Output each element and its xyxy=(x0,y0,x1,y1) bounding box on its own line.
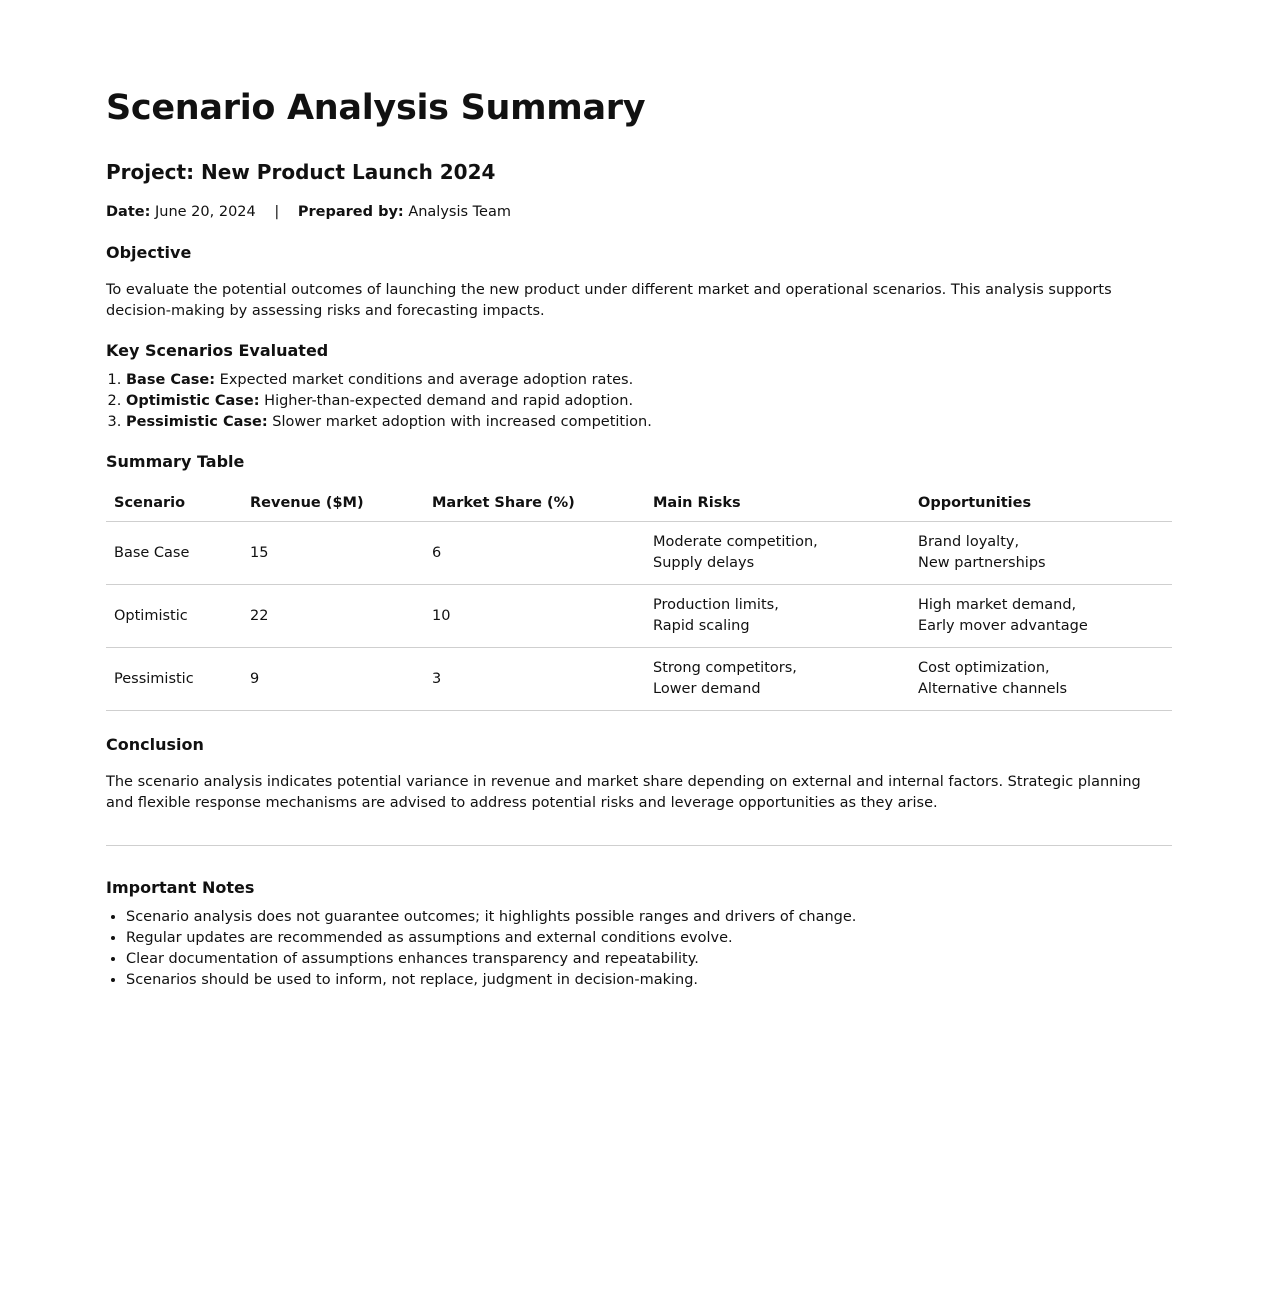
list-item: • Scenario analysis does not guarantee outcomes; it highlights possible ranges and drivers of change. xyxy=(126,907,856,928)
cell-revenue: 22 xyxy=(242,585,424,648)
summary-table-heading: Summary Table xyxy=(106,452,245,471)
date-label: Date: xyxy=(106,204,151,220)
objective-heading: Objective xyxy=(106,243,192,262)
list-item: • Clear documentation of assumptions enhances transparency and repeatability. xyxy=(126,949,856,970)
cell-scenario: Base Case xyxy=(106,522,242,585)
table-row xyxy=(106,585,1172,648)
cell-main-risks xyxy=(645,648,910,711)
column-header-scenario: Scenario xyxy=(106,484,242,522)
cell-opportunities xyxy=(910,585,1172,648)
cell-scenario: Optimistic xyxy=(106,585,242,648)
scenario-desc: Higher-than-expected demand and rapid adoption. xyxy=(264,393,634,409)
scenario-name: Optimistic Case: xyxy=(126,393,260,409)
cell-main-risks xyxy=(645,585,910,648)
summary-table xyxy=(106,484,1172,711)
list-item xyxy=(126,412,652,433)
meta-separator: | xyxy=(274,204,280,220)
cell-market-share: 3 xyxy=(424,648,645,711)
section-divider xyxy=(106,845,1172,846)
project-title: Project: New Product Launch 2024 xyxy=(106,160,496,184)
cell-market-share: 6 xyxy=(424,522,645,585)
opportunity-line: Alternative channels xyxy=(918,681,1068,697)
date-value: June 20, 2024 xyxy=(155,204,256,220)
scenario-desc: Slower market adoption with increased competition. xyxy=(272,414,652,430)
scenario-name: Pessimistic Case: xyxy=(126,414,268,430)
key-scenarios-heading: Key Scenarios Evaluated xyxy=(106,341,329,360)
list-item xyxy=(126,370,652,391)
opportunity-line: Brand loyalty, xyxy=(918,534,1020,550)
important-notes-heading: Important Notes xyxy=(106,878,255,897)
prepared-by-value: Analysis Team xyxy=(408,204,511,220)
opportunity-line: New partnerships xyxy=(918,555,1046,571)
cell-revenue: 15 xyxy=(242,522,424,585)
opportunity-line: High market demand, xyxy=(918,597,1077,613)
opportunity-line: Cost optimization, xyxy=(918,660,1050,676)
cell-market-share: 10 xyxy=(424,585,645,648)
risk-line: Strong competitors, xyxy=(653,660,797,676)
cell-revenue: 9 xyxy=(242,648,424,711)
scenario-desc: Expected market conditions and average adoption rates. xyxy=(219,372,634,388)
opportunity-line: Early mover advantage xyxy=(918,618,1088,634)
risk-line: Moderate competition, xyxy=(653,534,818,550)
key-scenarios-list xyxy=(106,370,652,433)
risk-line: Rapid scaling xyxy=(653,618,750,634)
table-row xyxy=(106,522,1172,585)
prepared-by-label: Prepared by: xyxy=(297,204,404,220)
risk-line: Supply delays xyxy=(653,555,755,571)
document-meta xyxy=(106,204,511,220)
column-header-revenue: Revenue ($M) xyxy=(242,484,424,522)
important-notes-list xyxy=(106,907,856,991)
risk-line: Lower demand xyxy=(653,681,761,697)
cell-main-risks xyxy=(645,522,910,585)
page-title: Scenario Analysis Summary xyxy=(106,88,646,128)
column-header-main-risks: Main Risks xyxy=(645,484,910,522)
column-header-market-share: Market Share (%) xyxy=(424,484,645,522)
list-item xyxy=(126,391,652,412)
list-item: • Regular updates are recommended as assumptions and external conditions evolve. xyxy=(126,928,856,949)
cell-opportunities xyxy=(910,522,1172,585)
conclusion-heading: Conclusion xyxy=(106,735,204,754)
conclusion-text: The scenario analysis indicates potential variance in revenue and market share depending on external and internal factors. Strategic planning and flexible response mechanisms are advised to address potential risks and leverage opportunities as they arise. xyxy=(106,774,1141,811)
objective-text: To evaluate the potential outcomes of launching the new product under different market and operational scenarios. This analysis supports decision-making by assessing risks and forecasting impacts. xyxy=(106,282,1112,319)
column-header-opportunities: Opportunities xyxy=(910,484,1172,522)
table-header-row xyxy=(106,484,1172,522)
cell-scenario: Pessimistic xyxy=(106,648,242,711)
table-row xyxy=(106,648,1172,711)
scenario-name: Base Case: xyxy=(126,372,216,388)
risk-line: Production limits, xyxy=(653,597,779,613)
cell-opportunities xyxy=(910,648,1172,711)
list-item: • Scenarios should be used to inform, not replace, judgment in decision-making. xyxy=(126,970,856,991)
